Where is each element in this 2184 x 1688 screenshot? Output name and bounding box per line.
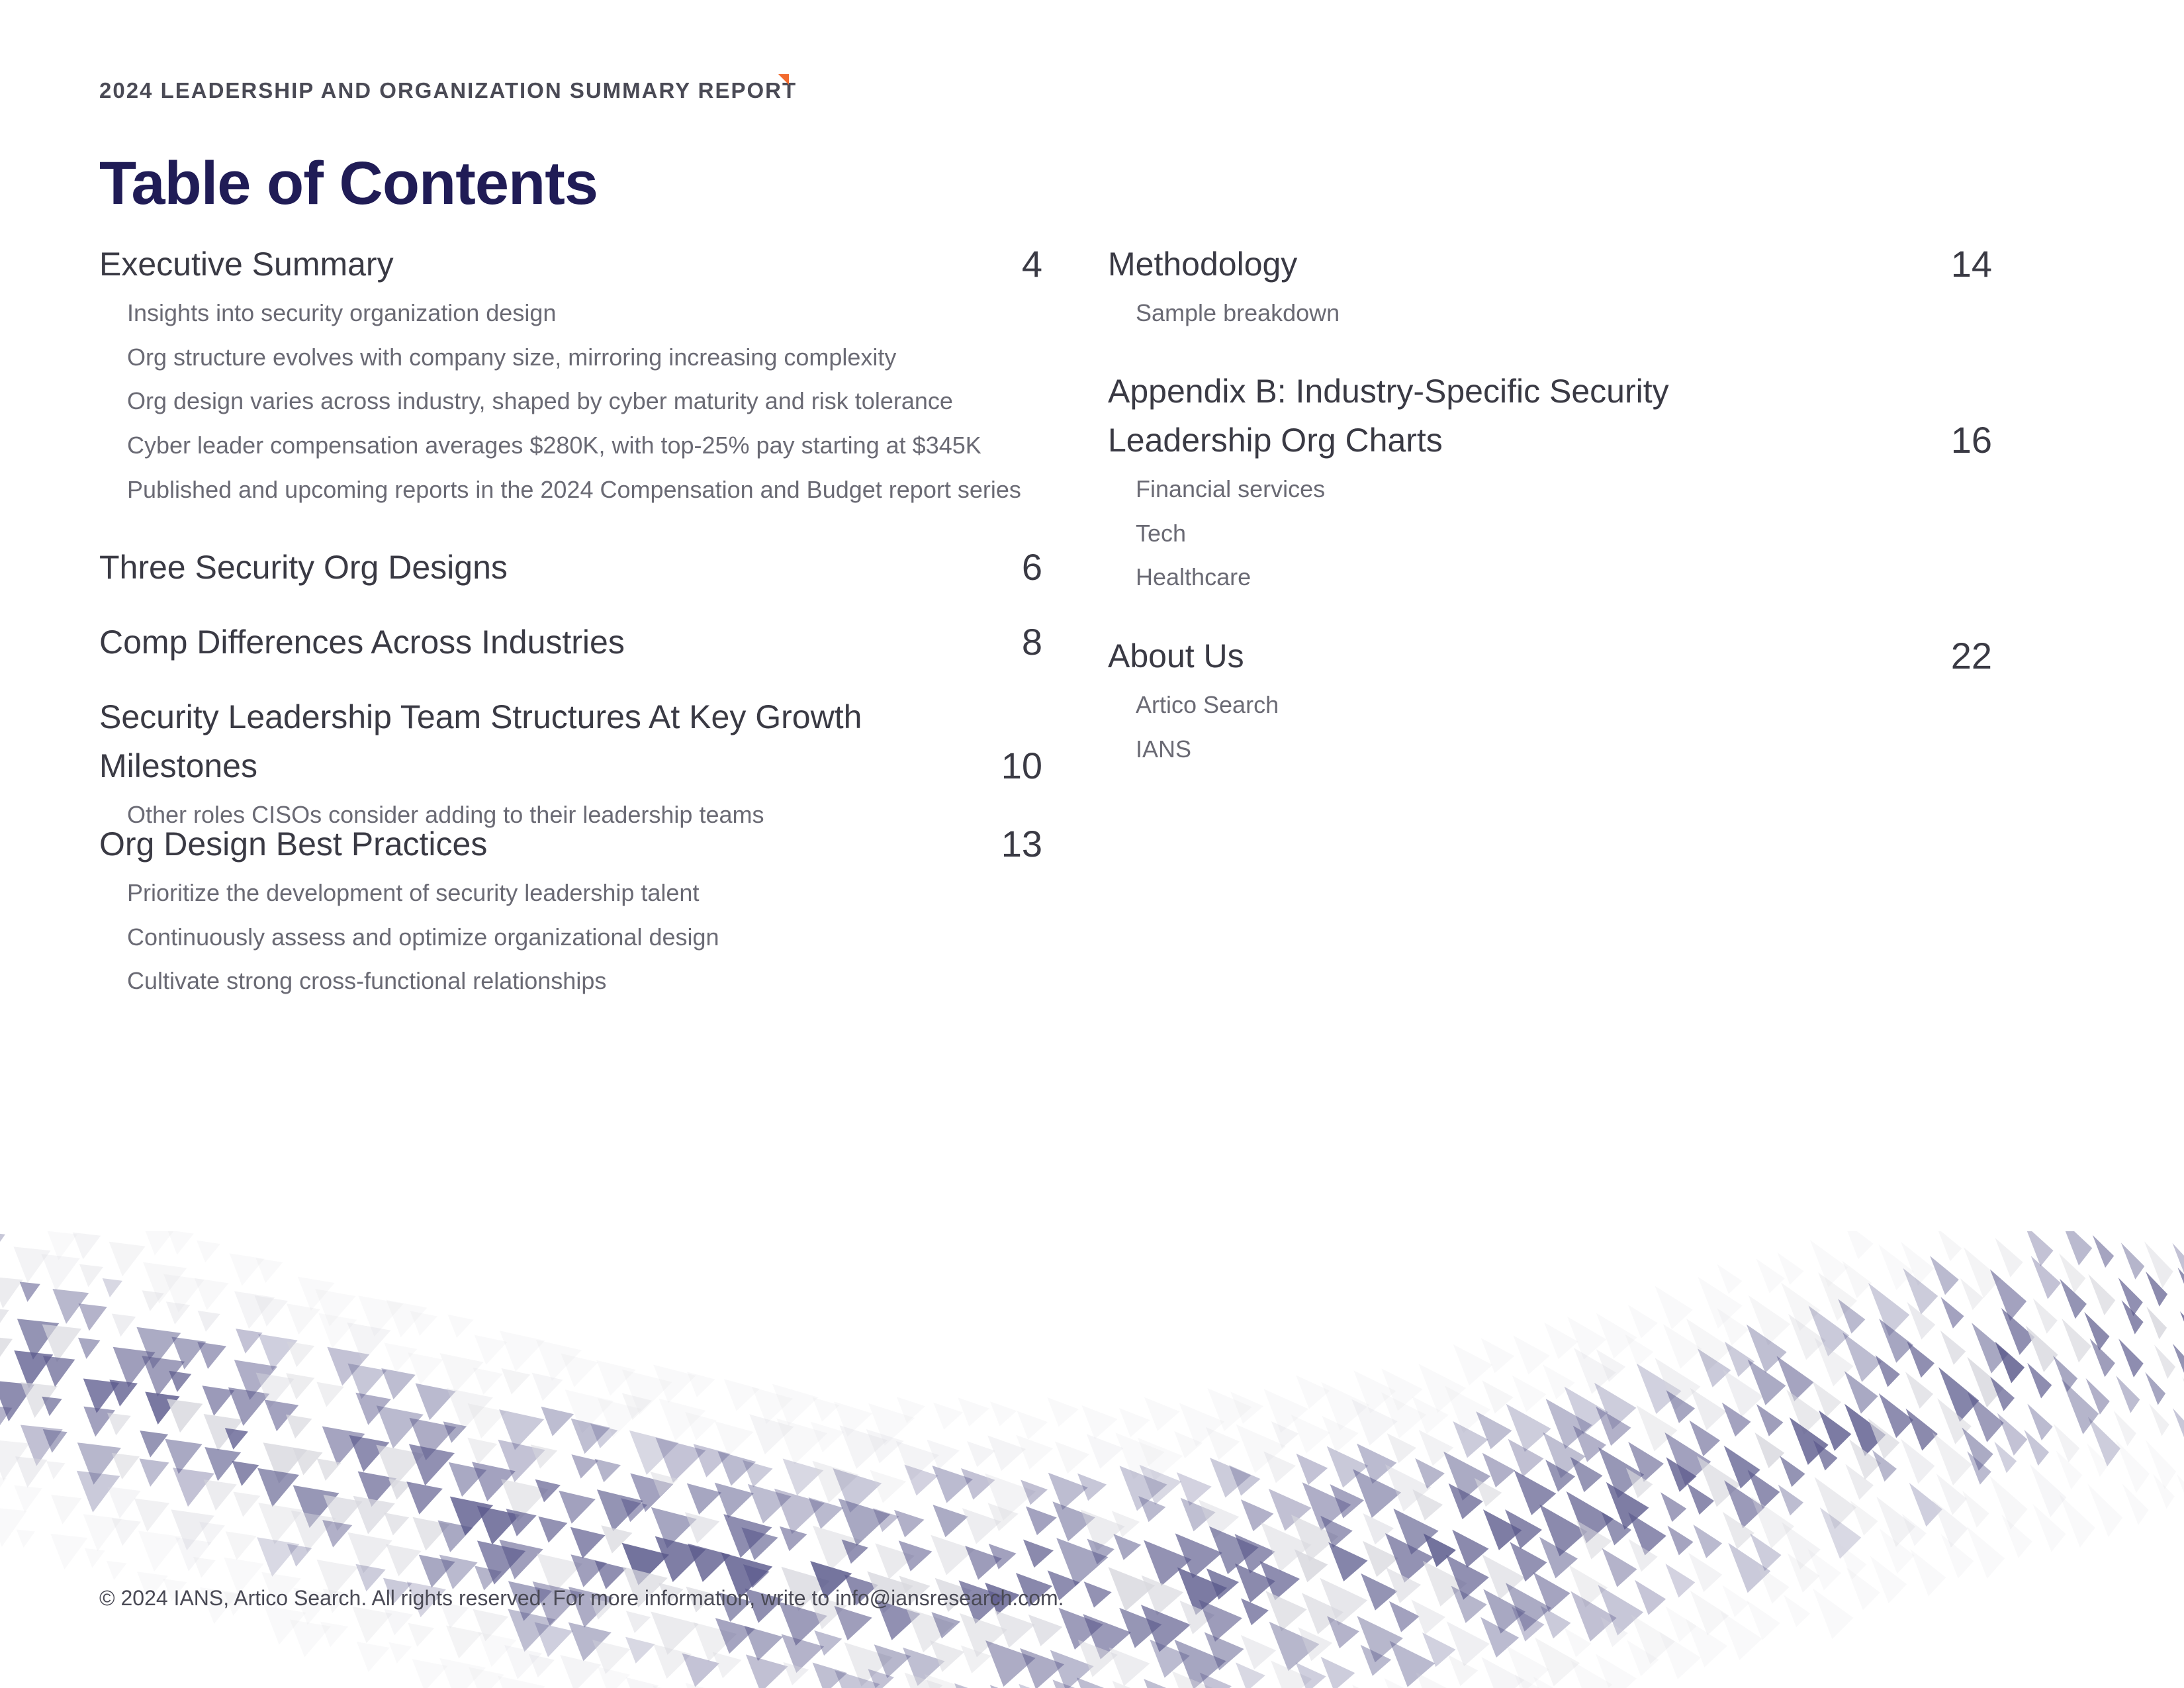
pattern-triangle [1081,1405,1117,1439]
pattern-triangle [386,1544,421,1577]
pattern-triangle [14,1350,53,1388]
pattern-triangle [626,1611,651,1634]
pattern-triangle [724,1379,760,1411]
pattern-triangle [595,1459,621,1483]
pattern-triangle [1693,1524,1722,1558]
pattern-triangle [0,1336,13,1367]
pattern-triangle [925,1674,973,1688]
pattern-triangle [236,1329,263,1354]
pattern-triangle [571,1454,598,1479]
pattern-triangle [2116,1440,2150,1493]
pattern-triangle [2088,1274,2115,1315]
report-header: 2024 LEADERSHIP AND ORGANIZATION SUMMARY REPORT [99,78,797,103]
pattern-triangle [226,1531,257,1560]
pattern-triangle [468,1403,506,1438]
pattern-triangle [1907,1341,1934,1378]
pattern-triangle [1967,1526,2005,1579]
pattern-triangle [1087,1434,1124,1468]
pattern-triangle [1754,1432,1784,1468]
toc-page-number: 22 [1950,635,1992,677]
pattern-triangle [42,1254,80,1291]
toc-page-number: 13 [1001,823,1042,865]
pattern-triangle [406,1481,443,1515]
toc-subitem[interactable]: Sample breakdown [1136,299,1340,326]
pattern-triangle [625,1637,655,1664]
toc-section-methodology[interactable] [1108,240,1992,336]
toc-page-number: 4 [1021,243,1042,285]
toc-subitem[interactable]: IANS [1136,735,1192,763]
toc-subitem[interactable]: Published and upcoming reports in the 2024 Compensation and Budget report series [127,475,1021,503]
pattern-triangle [1843,1261,1872,1298]
pattern-triangle [2026,1326,2058,1372]
pattern-triangle [50,1534,87,1570]
pattern-triangle [1482,1453,1516,1487]
pattern-triangle [322,1520,352,1548]
pattern-triangle [103,1278,122,1297]
pattern-triangle [2173,1344,2184,1399]
pattern-triangle [1780,1456,1805,1487]
pattern-triangle [1055,1442,1089,1474]
toc-section-org-design-best-practices[interactable] [99,820,1042,1004]
pattern-triangle [20,1282,40,1301]
pattern-triangle [316,1382,343,1407]
pattern-triangle [2116,1376,2140,1413]
toc-subitem[interactable]: Artico Search [1136,691,1279,718]
pattern-triangle [257,1468,299,1507]
pattern-triangle [78,1338,101,1359]
pattern-triangle [140,1430,168,1458]
pattern-triangle [1236,1662,1265,1688]
pattern-triangle [2033,1298,2058,1333]
toc-section-title[interactable]: About Us [1108,637,1244,675]
toc-page-number: 8 [1021,621,1042,663]
pattern-triangle [1628,1305,1658,1338]
pattern-triangle [384,1609,413,1636]
toc-subitem[interactable]: Prioritize the development of security leadership talent [127,879,700,906]
pattern-triangle [1786,1389,1823,1434]
toc-subitem[interactable]: Continuously assess and optimize organizational design [127,923,719,951]
pattern-triangle [409,1444,455,1486]
pattern-triangle [715,1421,754,1456]
toc-subitem[interactable]: Org structure evolves with company size, mirroring increasing complexity [127,343,897,371]
pattern-triangle [2054,1424,2079,1462]
toc-section-title[interactable]: Org Design Best Practices [99,825,488,863]
pattern-triangle [1941,1534,1974,1578]
pattern-triangle [1655,1286,1693,1330]
pattern-triangle [1596,1313,1637,1359]
pattern-triangle [1757,1565,1790,1604]
toc-section-comp-differences[interactable] [99,618,1042,667]
pattern-triangle [598,1667,630,1688]
toc-section-title[interactable]: Security Leadership Team Structures At Key Growth Milestones [99,698,862,784]
pattern-triangle [410,1311,437,1336]
pattern-triangle [85,1548,105,1568]
pattern-triangle [1756,1404,1784,1436]
pattern-triangle [2149,1403,2169,1436]
pattern-triangle [0,1276,23,1308]
pattern-triangle [967,1441,995,1467]
toc-subitem[interactable]: Insights into security organization design [127,299,557,326]
pattern-triangle [109,1242,146,1277]
pattern-triangle [1144,1679,1176,1688]
pattern-triangle [2146,1307,2167,1340]
pattern-triangle [1541,1606,1571,1638]
pattern-triangle [560,1655,601,1688]
toc-section-title[interactable]: Executive Summary [99,246,394,283]
pattern-triangle [688,1544,731,1582]
pattern-triangle [167,1231,194,1255]
pattern-triangle [2088,1417,2120,1467]
pattern-triangle [473,1368,503,1395]
pattern-triangle [1665,1564,1695,1597]
pattern-triangle [381,1368,416,1399]
pattern-triangle [1717,1264,1742,1294]
pattern-triangle [112,1314,136,1337]
pattern-triangle [1661,1492,1686,1522]
pattern-triangle [448,1315,474,1338]
pattern-triangle [1843,1231,1873,1259]
pattern-triangle [14,1246,51,1283]
toc-subitem[interactable]: Other roles CISOs consider adding to their leadership teams [127,801,764,828]
pattern-triangle [1017,1411,1048,1439]
pattern-triangle [79,1264,103,1288]
pattern-triangle [388,1479,412,1500]
toc-subitem[interactable]: Cyber leader compensation averages $280K, with top-25% pay starting at $345K [127,432,981,459]
pattern-triangle [14,1485,42,1513]
pattern-triangle [1138,1496,1165,1522]
pattern-triangle [933,1403,963,1430]
pattern-triangle [46,1461,66,1479]
toc-section-about-us[interactable] [1108,632,1992,771]
toc-section-title[interactable]: Three Security Org Designs [99,549,508,586]
pattern-triangle [1412,1489,1443,1521]
pattern-triangle [1119,1408,1150,1437]
pattern-triangle [2177,1474,2184,1521]
pattern-triangle [559,1491,596,1524]
pattern-triangle [1846,1567,1880,1610]
pattern-triangle [1635,1580,1666,1615]
toc-page-number: 10 [1001,745,1042,786]
pattern-triangle [1513,1335,1549,1374]
toc-subitem[interactable]: Financial services [1136,475,1326,502]
pattern-triangle [1352,1685,1385,1688]
pattern-triangle [1077,1677,1117,1688]
pattern-triangle [595,1561,627,1589]
pattern-triangle [167,1399,203,1432]
pattern-triangle [107,1413,131,1435]
pattern-triangle [1321,1657,1355,1688]
pattern-triangle [204,1479,237,1511]
pattern-triangle [687,1483,721,1515]
pattern-triangle [107,1561,127,1580]
pattern-triangle [2154,1345,2175,1380]
pattern-triangle [2059,1494,2095,1548]
pattern-triangle [2173,1408,2184,1444]
pattern-triangle [498,1676,545,1688]
pattern-triangle [2114,1411,2136,1446]
pattern-triangle [388,1642,412,1664]
pattern-triangle [1990,1269,2026,1321]
pattern-triangle [2173,1243,2184,1278]
pattern-triangle [1850,1501,1878,1536]
pattern-triangle [2180,1311,2184,1347]
toc-section-team-structures[interactable] [99,692,1042,837]
pattern-triangle [0,1308,9,1328]
pattern-triangle [0,1232,5,1256]
pattern-triangle [197,1241,220,1263]
pattern-triangle [17,1530,35,1548]
pattern-triangle [2025,1231,2054,1266]
pattern-triangle [743,1460,773,1487]
toc-page-number: 6 [1021,546,1042,588]
pattern-triangle [538,1517,567,1543]
toc-page-number: 14 [1950,243,1992,285]
page-title: Table of Contents [99,150,598,217]
pattern-triangle [1813,1588,1854,1639]
pattern-triangle [1023,1540,1054,1568]
pattern-triangle [347,1364,387,1399]
pattern-triangle [1688,1553,1722,1592]
pattern-triangle [746,1654,788,1688]
pattern-triangle [2062,1319,2091,1363]
toc-subitem[interactable]: Tech [1136,519,1187,547]
pattern-triangle [255,1258,283,1283]
pattern-triangle [541,1407,574,1436]
pattern-triangle [408,1352,443,1385]
pattern-triangle [1206,1427,1240,1460]
pattern-triangle [138,1531,181,1572]
pattern-triangle [467,1438,497,1465]
pattern-triangle [2121,1243,2145,1280]
pattern-triangle [475,1335,508,1365]
pattern-triangle [51,1495,81,1524]
pattern-triangle [287,1341,314,1367]
pattern-triangle [1109,1648,1150,1687]
pattern-triangle [112,1453,140,1479]
pattern-triangle [529,1654,555,1677]
pattern-triangle [2027,1363,2052,1399]
pattern-triangle [813,1397,840,1422]
pattern-triangle [1906,1409,1938,1451]
pattern-triangle [1026,1507,1057,1536]
pattern-triangle [1263,1451,1296,1483]
pattern-triangle [1297,1454,1328,1485]
pattern-triangle [43,1356,75,1387]
pattern-triangle [232,1461,259,1486]
pattern-triangle [357,1642,390,1672]
pattern-triangle [1930,1256,1959,1295]
pattern-triangle [107,1487,141,1519]
pattern-triangle [195,1278,229,1310]
pattern-triangle [169,1371,191,1392]
toc-section-title-line1[interactable]: Appendix B: Industry-Specific Security [1108,373,1669,410]
pattern-triangle [500,1331,545,1372]
pattern-triangle [1028,1615,1063,1646]
pattern-triangle [1113,1534,1141,1560]
pattern-triangle [1962,1491,1989,1528]
pattern-triangle [686,1683,725,1688]
pattern-triangle [990,1401,1017,1427]
pattern-triangle [1778,1485,1803,1516]
pattern-triangle [1241,1635,1276,1669]
pattern-triangle [1047,1397,1079,1427]
pattern-triangle [446,1626,482,1659]
pattern-triangle [1807,1549,1841,1591]
pattern-triangle [134,1499,169,1532]
decorative-triangle-pattern-icon [0,1231,2184,1688]
pattern-triangle [384,1513,409,1535]
toc-section-executive-summary[interactable] [99,240,1042,512]
toc-subitem[interactable]: Org design varies across industry, shaped by cyber maturity and risk tolerance [127,387,953,415]
pattern-triangle [653,1686,689,1688]
pattern-triangle [197,1342,226,1369]
toc-section-appendix-b[interactable] [1108,367,1992,600]
toc-section-title[interactable]: Comp Differences Across Industries [99,624,625,661]
pattern-triangle [1910,1549,1946,1597]
pattern-triangle [1901,1439,1934,1484]
pattern-triangle [1296,1376,1330,1409]
toc-subitem[interactable]: Cultivate strong cross-functional relationships [127,967,607,995]
pattern-triangle [1690,1388,1727,1430]
pattern-triangle [687,1372,715,1397]
pattern-triangle [1940,1331,1966,1365]
toc-section-three-security-org-designs[interactable] [99,543,1042,592]
footer-copyright: © 2024 IANS, Artico Search. All rights reserved. For more information, write to info@iansresearch.com. [99,1586,1064,1610]
pattern-triangle [958,1397,989,1427]
pattern-triangle [502,1368,531,1395]
pattern-triangle [532,1373,563,1401]
pattern-triangle [2031,1256,2061,1299]
toc-section-title-line2[interactable]: Leadership Org Charts [1108,422,1443,459]
pattern-triangle [1784,1595,1810,1627]
pattern-triangle [233,1492,260,1517]
pattern-triangle [1905,1372,1933,1409]
pattern-triangle [745,1626,784,1661]
pattern-triangle [230,1253,265,1286]
pattern-triangle [1144,1397,1180,1431]
pattern-triangle [112,1518,141,1546]
toc-section-title[interactable]: Methodology [1108,246,1298,283]
pattern-triangle [592,1640,631,1674]
pattern-triangle [1690,1421,1721,1456]
pattern-triangle [715,1483,754,1519]
pattern-triangle [1084,1581,1112,1607]
toc-page-number: 16 [1950,419,1992,461]
pattern-triangle [2027,1404,2052,1441]
pattern-triangle [2118,1338,2144,1378]
pattern-triangle [83,1407,115,1437]
pattern-triangle [15,1456,48,1487]
pattern-triangle [286,1415,312,1438]
pattern-triangle [320,1622,348,1648]
pattern-triangle [1667,1526,1693,1556]
pattern-triangle [1512,1376,1547,1412]
pattern-triangle [835,1606,872,1640]
pattern-triangle [2177,1268,2184,1307]
pattern-triangle [79,1303,107,1331]
pattern-triangle [931,1535,974,1575]
pattern-triangle [561,1354,598,1387]
pattern-triangle [1241,1599,1269,1626]
pattern-triangle [1387,1433,1416,1463]
pattern-triangle [1756,1259,1785,1293]
pattern-triangle [286,1373,314,1399]
pattern-triangle [1514,1470,1557,1515]
pattern-triangle [287,1303,320,1335]
pattern-triangle [1937,1231,1962,1261]
pattern-triangle [1625,1335,1653,1367]
pattern-triangle [42,1397,62,1416]
pattern-triangle [0,1476,7,1497]
pattern-triangle [570,1527,606,1559]
pattern-triangle [1810,1240,1848,1287]
pattern-triangle [140,1458,169,1487]
pattern-triangle [2144,1241,2173,1288]
pattern-triangle [1602,1548,1637,1587]
pattern-triangle [1940,1297,1964,1329]
pattern-triangle [408,1623,434,1647]
pattern-triangle [1570,1457,1603,1492]
pattern-triangle [166,1301,191,1324]
pattern-triangle [73,1233,101,1260]
pattern-triangle [198,1311,220,1332]
pattern-triangle [109,1380,138,1407]
pattern-triangle [2146,1440,2176,1489]
orange-corner-mark-icon [778,74,789,85]
pattern-triangle [225,1428,248,1450]
pattern-triangle [535,1622,573,1658]
pattern-triangle [1777,1356,1814,1401]
pattern-triangle [1995,1238,2023,1278]
pattern-triangle [2093,1235,2114,1268]
pattern-triangle [682,1654,720,1687]
pattern-triangle [894,1510,925,1538]
pattern-triangle [165,1439,202,1474]
pattern-triangle [1722,1585,1749,1617]
pattern-triangle [2145,1372,2165,1405]
toc-subitem[interactable]: Healthcare [1136,563,1251,591]
pattern-triangle [193,1557,216,1578]
pattern-triangle [685,1512,719,1543]
